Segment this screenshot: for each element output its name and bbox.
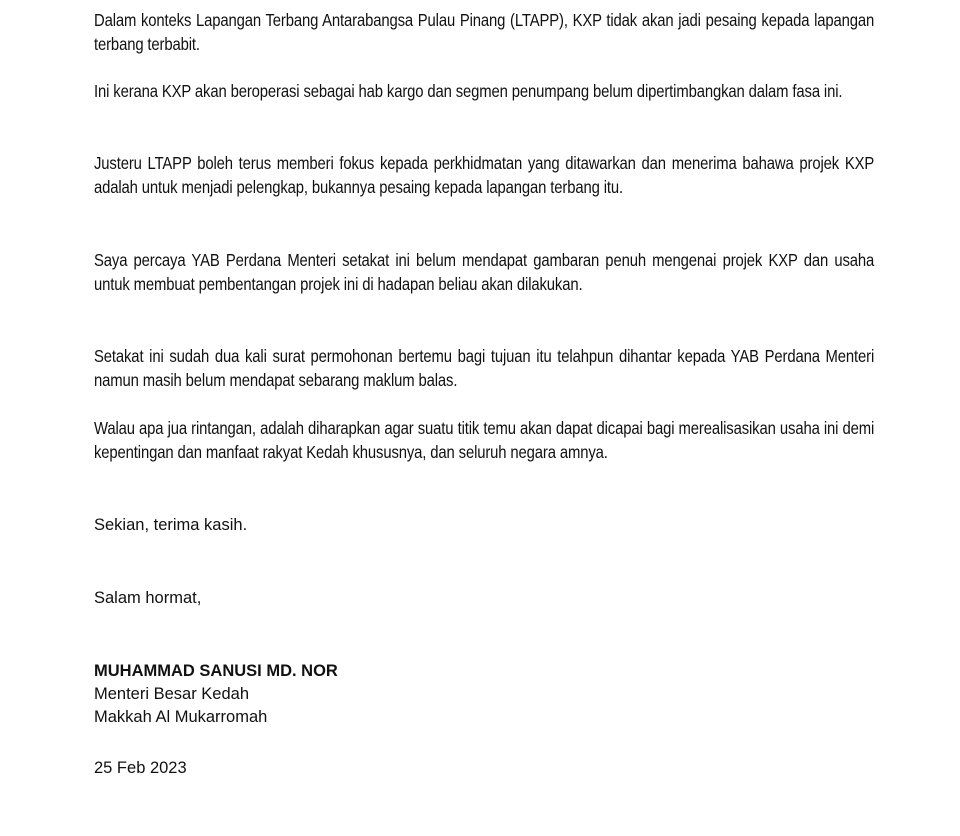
paragraph-cargo-hub: Ini kerana KXP akan beroperasi sebagai hab kargo dan segmen penumpang belum dipertimbangkan dalam fasa ini.: [94, 81, 843, 101]
signer-title: Menteri Besar Kedah: [94, 685, 250, 703]
closing-thanks: Sekian, terima kasih.: [94, 516, 248, 534]
paragraph-meeting-requests: Setakat ini sudah dua kali surat permohonan bertemu bagi tujuan itu telahpun dihantar kepada YAB Perdana Menteri namun masih belum mendapat sebarang maklum balas.: [94, 346, 875, 390]
letter-date: 25 Feb 2023: [94, 759, 187, 777]
salutation: Salam hormat,: [94, 589, 202, 607]
paragraph-prime-minister: Saya percaya YAB Perdana Menteri setakat ini belum mendapat gambaran penuh mengenai projek KXP dan usaha untuk membuat pembentangan projek ini di hadapan beliau akan dilakukan.: [94, 250, 875, 294]
paragraph-ltapp-context: Dalam konteks Lapangan Terbang Antarabangsa Pulau Pinang (LTAPP), KXP tidak akan jadi pesaing kepada lapangan terbang terbabit.: [94, 10, 875, 54]
paragraph-hope: Walau apa jua rintangan, adalah diharapkan agar suatu titik temu akan dapat dicapai bagi merealisasikan usaha ini demi kepentingan dan manfaat rakyat Kedah khususnya, dan seluruh negara amnya.: [94, 418, 875, 462]
signer-name: MUHAMMAD SANUSI MD. NOR: [94, 662, 338, 680]
signer-location: Makkah Al Mukarromah: [94, 708, 268, 726]
paragraph-complement: Justeru LTAPP boleh terus memberi fokus kepada perkhidmatan yang ditawarkan dan menerima bahawa projek KXP adalah untuk menjadi pelengkap, bukannya pesaing kepada lapangan terbang itu.: [94, 153, 875, 197]
